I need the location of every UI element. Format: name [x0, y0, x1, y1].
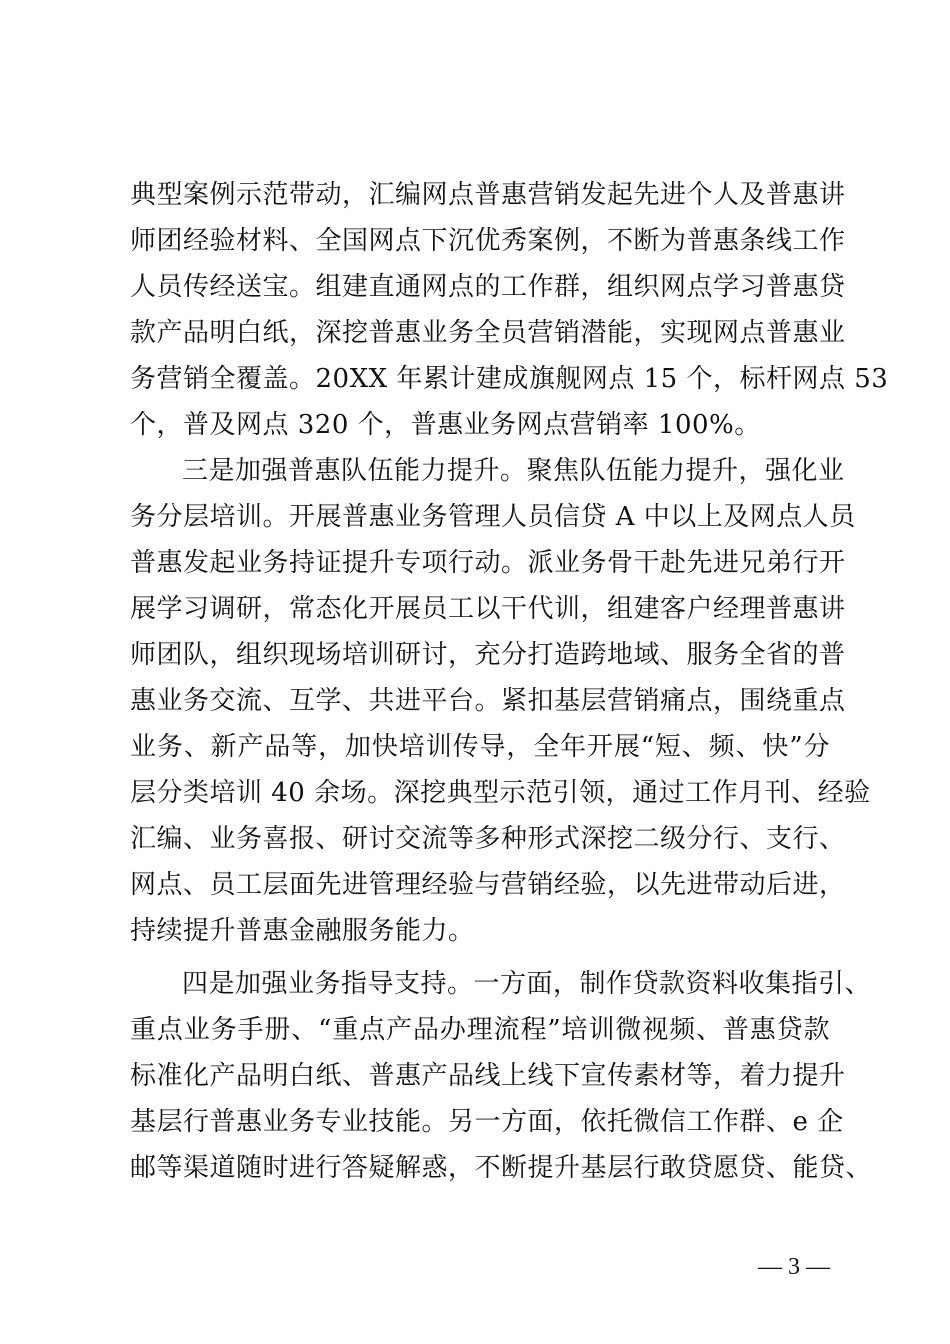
- text-line: 款产品明白纸，深挖普惠业务全员营销潜能，实现网点普惠业: [130, 318, 846, 348]
- text-line: 标准化产品明白纸、普惠产品线上线下宣传素材等，着力提升: [130, 1061, 846, 1091]
- text-line: 邮等渠道随时进行答疑解惑，不断提升基层行敢贷愿贷、能贷、: [130, 1153, 873, 1183]
- text-line: 汇编、业务喜报、研讨交流等多种形式深挖二级分行、支行、: [130, 824, 846, 854]
- text-line: 业务、新产品等，加快培训传导，全年开展“短、频、快”分: [130, 732, 830, 762]
- text-line: 普惠发起业务持证提升专项行动。派业务骨干赴先进兄弟行开: [130, 548, 846, 578]
- text-line: 重点业务手册、“重点产品办理流程”培训微视频、普惠贷款: [130, 1015, 830, 1045]
- text-line: 惠业务交流、互学、共进平台。紧扣基层营销痛点，围绕重点: [130, 686, 846, 716]
- page-number: — 3 —: [758, 1254, 830, 1280]
- text-line: 展学习调研，常态化开展员工以干代训，组建客户经理普惠讲: [130, 594, 846, 624]
- text-line: 师团队，组织现场培训研讨，充分打造跨地域、服务全省的普: [130, 640, 846, 670]
- text-line: 务营销全覆盖。20XX 年累计建成旗舰网点 15 个，标杆网点 53: [130, 364, 889, 394]
- text-line: 典型案例示范带动，汇编网点普惠营销发起先进个人及普惠讲: [130, 180, 846, 210]
- text-line: 务分层培训。开展普惠业务管理人员信贷 A 中以上及网点人员: [130, 502, 856, 532]
- text-line: 持续提升普惠金融服务能力。: [130, 916, 475, 946]
- text-line: 基层行普惠业务专业技能。另一方面，依托微信工作群、e 企: [130, 1107, 844, 1137]
- text-line: 师团经验材料、全国网点下沉优秀案例，不断为普惠条线工作: [130, 226, 846, 256]
- text-line: 人员传经送宝。组建直通网点的工作群，组织网点学习普惠贷: [130, 272, 846, 302]
- text-line: 网点、员工层面先进管理经验与营销经验，以先进带动后进，: [130, 870, 846, 900]
- text-line: 个，普及网点 320 个，普惠业务网点营销率 100%。: [130, 410, 761, 440]
- paragraph-heading-line: 三是加强普惠队伍能力提升。聚焦队伍能力提升，强化业: [182, 456, 845, 486]
- text-line: 层分类培训 40 余场。深挖典型示范引领，通过工作月刊、经验: [130, 778, 871, 808]
- paragraph-heading-line: 四是加强业务指导支持。一方面，制作贷款资料收集指引、: [182, 969, 872, 999]
